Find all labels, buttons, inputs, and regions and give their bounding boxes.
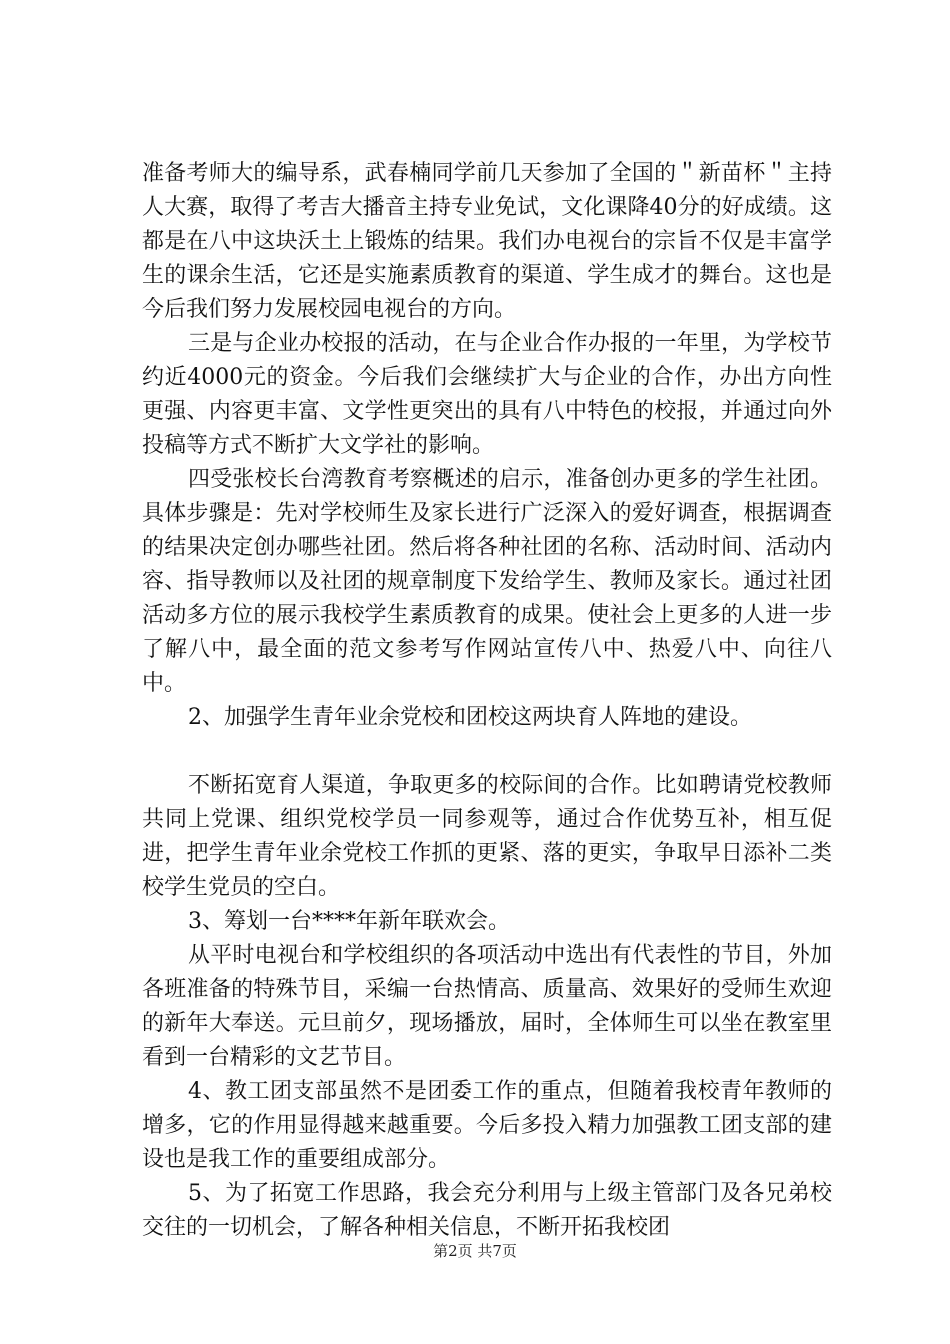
heading-party-school: 2、加强学生青年业余党校和团校这两块育人阵地的建设。: [188, 705, 752, 730]
paragraph-teacher-league: 4、教工团支部虽然不是团委工作的重点，但随着我校青年教师的增多，它的作用显得越来越重要。今后多投入精力加强教工团支部的建设也是我工作的重要组成部分。: [142, 1079, 832, 1172]
paragraph-tv-station: 准备考师大的编导系，武春楠同学前几天参加了全国的＂新苗杯＂主持人大赛，取得了考吉大播音主持专业免试，文化课降40分的好成绩。这都是在八中这块沃土上锻炼的结果。我们办电视台的宗旨不仅是丰富学生的课余生活，它还是实施素质教育的渠道、学生成才的舞台。这也是今后我们努力发展校园电视台的方向。: [142, 161, 832, 322]
paragraph-school-newspaper: 三是与企业办校报的活动，在与企业合作办报的一年里，为学校节约近4000元的资金。今后我们会继续扩大与企业的合作，办出方向性更强、内容更丰富、文学性更突出的具有八中特色的校报，并通过向外投稿等方式不断扩大文学社的影响。: [142, 331, 832, 458]
document-body: [142, 157, 832, 1245]
paragraph-work-ideas: 5、为了拓宽工作思路，我会充分利用与上级主管部门及各兄弟校交往的一切机会，了解各种相关信息，不断开拓我校团: [142, 1181, 832, 1240]
paragraph-student-clubs: 四受张校长台湾教育考察概述的启示，准备创办更多的学生社团。具体步骤是：先对学校师生及家长进行广泛深入的爱好调查，根据调查的结果决定创办哪些社团。然后将各种社团的名称、活动时间、活动内容、指导教师以及社团的规章制度下发给学生、教师及家长。通过社团活动多方位的展示我校学生素质教育的成果。使社会上更多的人进一步了解八中，最全面的范文参考写作网站宣传八中、热爱八中、向往八中。: [142, 467, 832, 696]
paragraph-new-year-party: 从平时电视台和学校组织的各项活动中选出有代表性的节目，外加各班准备的特殊节目，采编一台热情高、质量高、效果好的受师生欢迎的新年大奉送。元旦前夕，现场播放，届时，全体师生可以坐在教室里看到一台精彩的文艺节目。: [142, 943, 832, 1070]
paragraph-party-school: 不断拓宽育人渠道，争取更多的校际间的合作。比如聘请党校教师共同上党课、组织党校学员一同参观等，通过合作优势互补，相互促进，把学生青年业余党校工作抓的更紧、落的更实，争取早日添补二类校学生党员的空白。: [142, 773, 832, 900]
heading-new-year-party: 3、筹划一台****年新年联欢会。: [188, 909, 510, 934]
page-number-footer: 第2页 共7页: [433, 1242, 517, 1260]
